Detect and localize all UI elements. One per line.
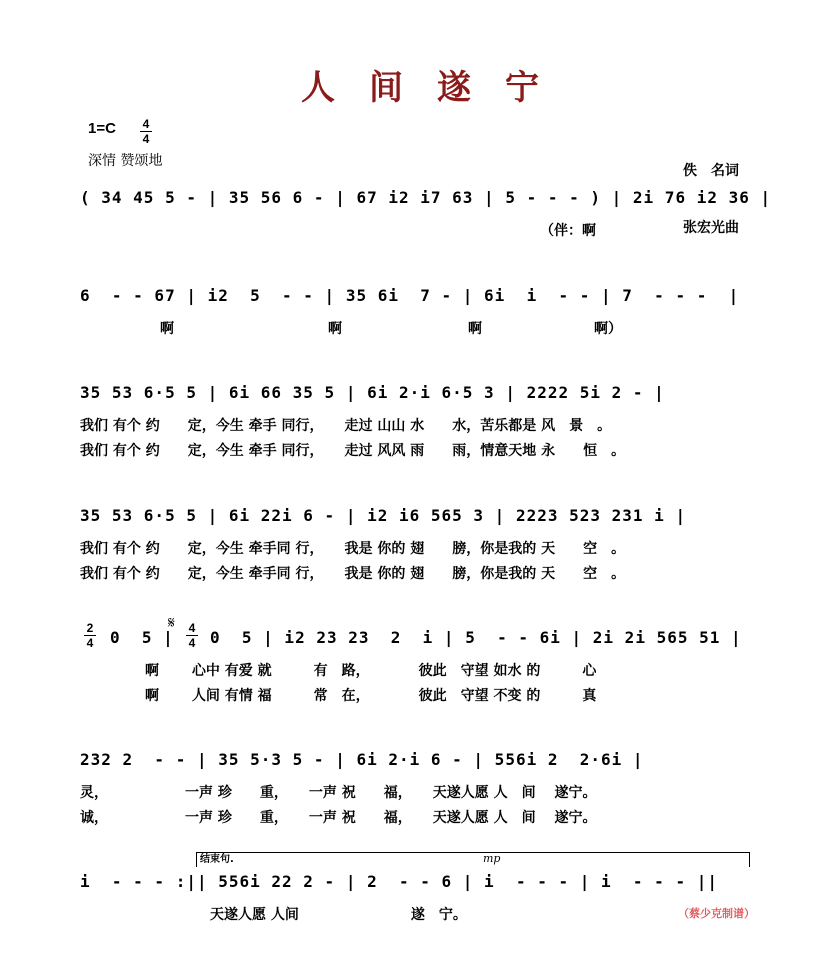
time-signature-2-bottom: 4 xyxy=(86,636,94,650)
lyric-line-6a: 灵， 一声 珍 重， 一声 祝 福， 天遂人愿 人 间 遂宁。 xyxy=(80,785,597,801)
time-signature-3-bottom: 4 xyxy=(188,636,196,650)
lyric-line-5a: 啊 心中 有爱 就 有 路， 彼此 守望 如水 的 心 xyxy=(145,663,597,679)
lyric-line-5b: 啊 人间 有情 福 常 在， 彼此 守望 不变 的 真 xyxy=(145,688,597,704)
tempo-marking: 深情 赞颂地 xyxy=(88,153,163,169)
lyric-line-6b: 诚， 一声 珍 重， 一声 祝 福， 天遂人愿 人 间 遂宁。 xyxy=(80,810,597,826)
lyric-line-3b: 我们 有个 约 定，今生 牵手 同行， 走过 风风 雨 雨，情意天地 永 恒 。 xyxy=(80,443,626,459)
score-line-3: 35 53 6·5 5 | 6i 66 35 5 | 6i 2·i 6·5 3 | 2222 5i 2 - | xyxy=(80,383,665,402)
key-signature: 1=C xyxy=(88,120,116,137)
score-line-2: 6 - - 67 | i2 5 - - | 35 6i 7 - | 6i i - - | 7 - - - | xyxy=(80,286,740,305)
score-line-6: 232 2 - - | 35 5·3 5 - | 6i 2·i 6 - | 556i 2 2·6i | xyxy=(80,750,644,769)
time-signature-3-top: 4 xyxy=(188,621,196,635)
lyric-line-4a: 我们 有个 约 定，今生 牵手同 行， 我是 你的 翅 膀，你是我的 天 空 。 xyxy=(80,541,626,557)
time-signature-2-top: 2 xyxy=(86,621,94,635)
score-line-5-prefix: 0 5 | xyxy=(110,628,174,647)
score-line-1: ( 34 45 5 - | 35 56 6 - | 67 i2 i7 63 | 5 - - - ) | 2i 76 i2 36 | xyxy=(80,188,772,207)
lyric-line-1a: （伴：啊 xyxy=(540,223,596,239)
time-signature-bottom: 4 xyxy=(142,132,150,146)
lyric-line-3a: 我们 有个 约 定，今生 牵手 同行， 走过 山山 水 水，苦乐都是 风 景 。 xyxy=(80,418,612,434)
score-line-7: i - - - :|| 556i 22 2 - | 2 - - 6 | i - - - | i - - - || xyxy=(80,872,718,891)
page-title: 人间遂宁 xyxy=(301,68,573,108)
arranger-credit: （蔡少克制谱） xyxy=(678,907,755,920)
composer: 张宏光曲 xyxy=(683,220,739,236)
ending-label: 结束句. xyxy=(200,854,234,865)
lyric-line-2a: 啊 啊 啊 啊） xyxy=(160,321,622,337)
lyricist: 佚 名词 xyxy=(683,163,739,179)
score-line-4: 35 53 6·5 5 | 6i 22i 6 - | i2 i6 565 3 | 2223 523 231 i | xyxy=(80,506,687,525)
segno-icon: 𝄋 xyxy=(168,613,175,632)
dynamic-marking: mp xyxy=(483,852,501,865)
ending-bracket xyxy=(196,852,750,867)
lyric-line-7a: 天遂人愿 人间 遂 宁。 xyxy=(210,907,467,923)
time-signature-top: 4 xyxy=(142,117,150,131)
score-line-5: 0 5 | i2 23 23 2 i | 5 - - 6i | 2i 2i 565 51 | xyxy=(210,628,742,647)
lyric-line-4b: 我们 有个 约 定，今生 牵手同 行， 我是 你的 翅 膀，你是我的 天 空 。 xyxy=(80,566,626,582)
